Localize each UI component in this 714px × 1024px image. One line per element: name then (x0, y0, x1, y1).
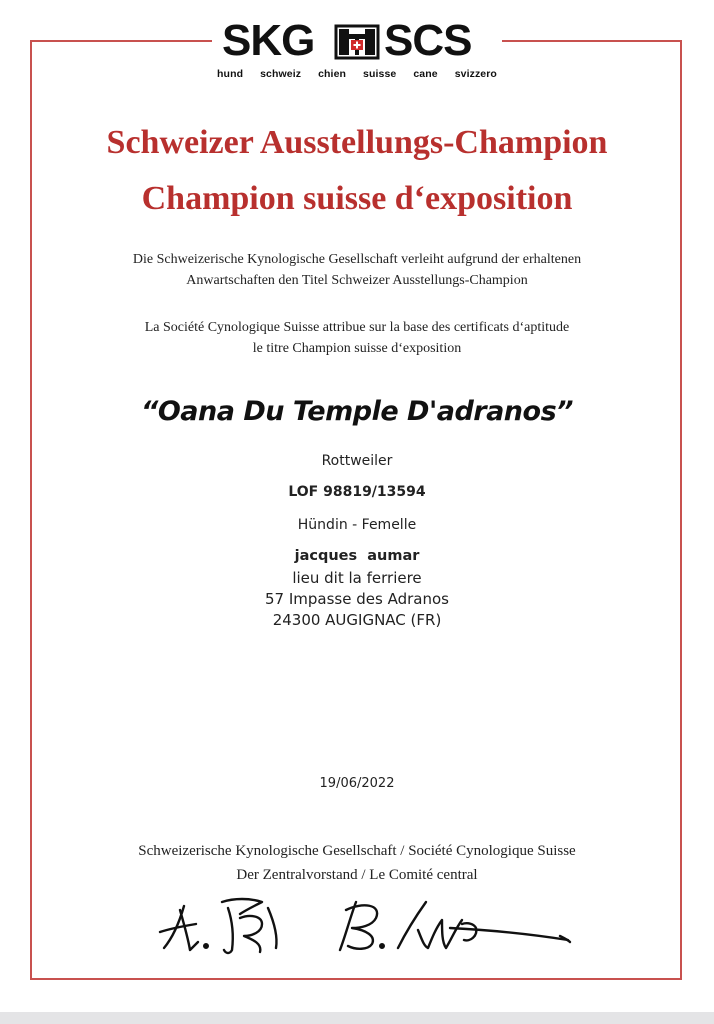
paragraph-french-line-1: La Société Cynologique Suisse attribue sur la base des certificats d‘aptitude (144, 320, 570, 335)
owner-address-line-2: 57 Impasse des Adranos (265, 590, 449, 608)
logo-text-scs: SCS (384, 16, 472, 65)
paragraph-german-line-2: Anwartschaften den Titel Schweizer Ausstellungs-Champion (186, 273, 528, 288)
signature-left (160, 899, 277, 953)
paragraph-french-line-2: le titre Champion suisse d‘exposition (252, 341, 462, 356)
owner-address-line-1: lieu dit la ferriere (292, 569, 422, 587)
signature-right (340, 902, 570, 950)
logo-row (212, 16, 502, 66)
logo-text-skg: SKG (222, 16, 315, 65)
footer-organization: Schweizerische Kynologische Gesellschaft / Société Cynologique Suisse (138, 843, 576, 859)
logo-tagline: hund schweiz chien suisse cane svizzero (217, 68, 497, 80)
dog-name: “Oana Du Temple D'adranos” (140, 396, 574, 427)
signatures (150, 888, 590, 968)
dog-registration-number: LOF 98819/13594 (288, 484, 426, 500)
title-german: Schweizer Ausstellungs-Champion (106, 124, 608, 161)
paragraph-french (0, 317, 714, 359)
logo-dog-emblem-icon (334, 22, 380, 62)
title-french: Champion suisse d‘exposition (141, 180, 573, 217)
certificate-date: 19/06/2022 (319, 776, 395, 791)
paragraph-german (0, 249, 714, 291)
dog-sex: Hündin - Femelle (297, 517, 417, 533)
dog-breed: Rottweiler (321, 453, 393, 469)
paragraph-german-line-1: Die Schweizerische Kynologische Gesellschaft verleiht aufgrund der erhaltenen (132, 252, 582, 267)
skg-scs-logo (212, 16, 502, 86)
footer-committee: Der Zentralvorstand / Le Comité central (236, 867, 478, 883)
page-bottom-edge (0, 1012, 714, 1024)
owner-name: jacques aumar (294, 548, 420, 564)
owner-address-line-3: 24300 AUGIGNAC (FR) (272, 611, 442, 629)
